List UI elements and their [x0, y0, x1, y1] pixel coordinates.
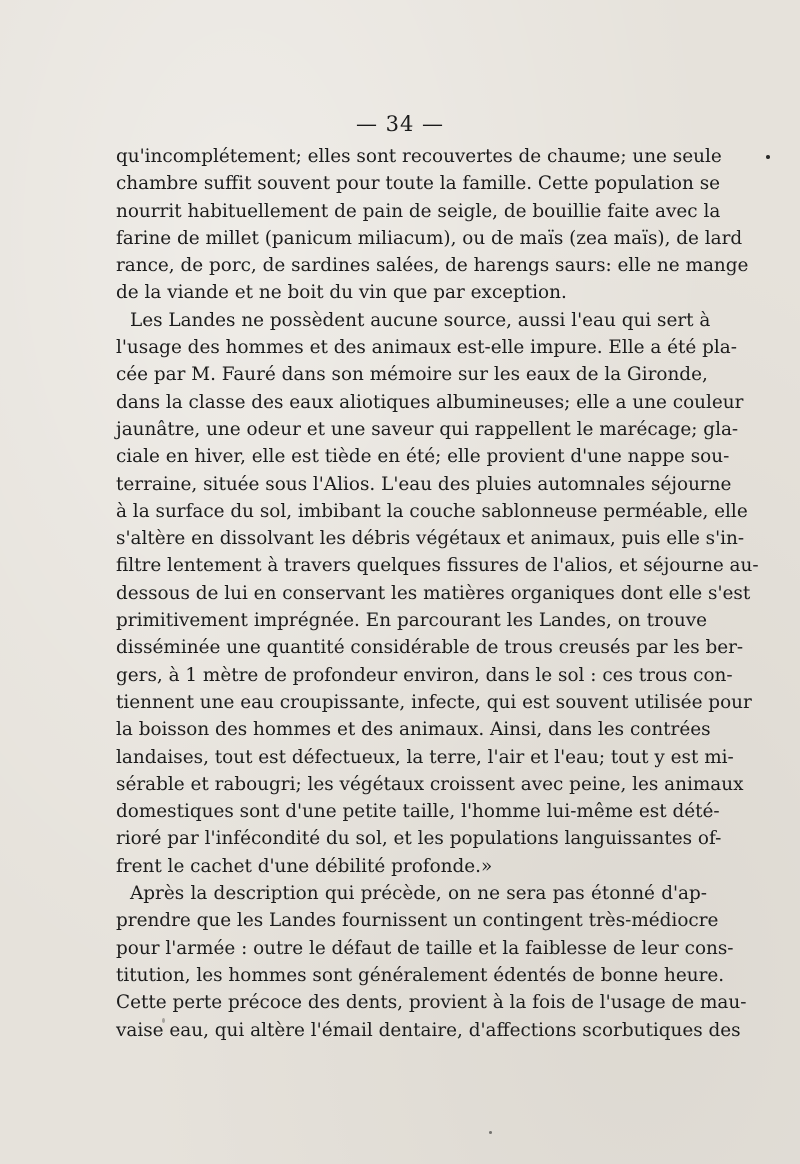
text-line: de la viande et ne boit du vin que par exception.: [116, 282, 567, 304]
text-line: landaises, tout est défectueux, la terre, l'air et l'eau; tout y est mi-: [116, 746, 734, 768]
text-line: Cette perte précoce des dents, provient à la fois de l'usage de mau-: [116, 992, 747, 1014]
text-line: terraine, située sous l'Alios. L'eau des pluies automnales séjourne: [116, 473, 732, 495]
text-line: Les Landes ne possèdent aucune source, aussi l'eau qui sert à: [130, 309, 711, 331]
page-number: — 34 —: [355, 112, 445, 136]
text-line: s'altère en dissolvant les débris végétaux et animaux, puis elle s'in-: [116, 528, 745, 550]
text-line: sérable et rabougri; les végétaux croissent avec peine, les animaux: [116, 773, 744, 795]
text-line: la boisson des hommes et des animaux. Ainsi, dans les contrées: [116, 719, 711, 741]
text-line: domestiques sont d'une petite taille, l'homme lui-même est dété-: [116, 801, 720, 823]
text-line: dessous de lui en conservant les matières organiques dont elle s'est: [116, 582, 751, 604]
ink-speck: [162, 1018, 165, 1023]
text-line: tiennent une eau croupissante, infecte, qui est souvent utilisée pour: [116, 691, 752, 713]
text-line: rance, de porc, de sardines salées, de harengs saurs: elle ne mange: [116, 255, 749, 277]
text-line: disséminée une quantité considérable de trous creusés par les ber-: [116, 637, 744, 659]
text-line: gers, à 1 mètre de profondeur environ, dans le sol : ces trous con-: [116, 664, 733, 686]
text-line: à la surface du sol, imbibant la couche sablonneuse perméable, elle: [116, 500, 748, 522]
text-line: cée par M. Fauré dans son mémoire sur les eaux de la Gironde,: [116, 364, 708, 386]
text-line: rioré par l'infécondité du sol, et les populations languissantes of-: [116, 828, 722, 850]
text-line: pour l'armée : outre le défaut de taille et la faiblesse de leur cons-: [116, 937, 734, 959]
text-line: jaunâtre, une odeur et une saveur qui rappellent le marécage; gla-: [116, 418, 739, 440]
text-line: filtre lentement à travers quelques fissures de l'alios, et séjourne au-: [116, 555, 759, 577]
text-line: vaise eau, qui altère l'émail dentaire, d'affections scorbutiques des: [116, 1019, 741, 1041]
text-line: ciale en hiver, elle est tiède en été; elle provient d'une nappe sou-: [116, 446, 730, 468]
ink-speck: [766, 155, 770, 159]
text-line: l'usage des hommes et des animaux est-elle impure. Elle a été pla-: [116, 337, 737, 359]
text-line: chambre suffit souvent pour toute la famille. Cette population se: [116, 173, 721, 195]
text-line: nourrit habituellement de pain de seigle, de bouillie faite avec la: [116, 200, 721, 222]
text-line: frent le cachet d'une débilité profonde.»: [116, 855, 493, 877]
text-line: primitivement imprégnée. En parcourant les Landes, on trouve: [116, 610, 707, 632]
text-line: qu'incomplétement; elles sont recouvertes de chaume; une seule: [116, 146, 722, 167]
text-line: dans la classe des eaux aliotiques albumineuses; elle a une couleur: [116, 391, 744, 413]
body-text: [116, 143, 759, 1044]
text-line: titution, les hommes sont généralement édentés de bonne heure.: [116, 964, 725, 986]
text-line: farine de millet (panicum miliacum), ou de maïs (zea maïs), de lard: [116, 227, 743, 249]
text-line: prendre que les Landes fournissent un contingent très-médiocre: [116, 910, 719, 932]
ink-speck: [489, 1131, 492, 1134]
text-line: Après la description qui précède, on ne sera pas étonné d'ap-: [130, 883, 707, 905]
